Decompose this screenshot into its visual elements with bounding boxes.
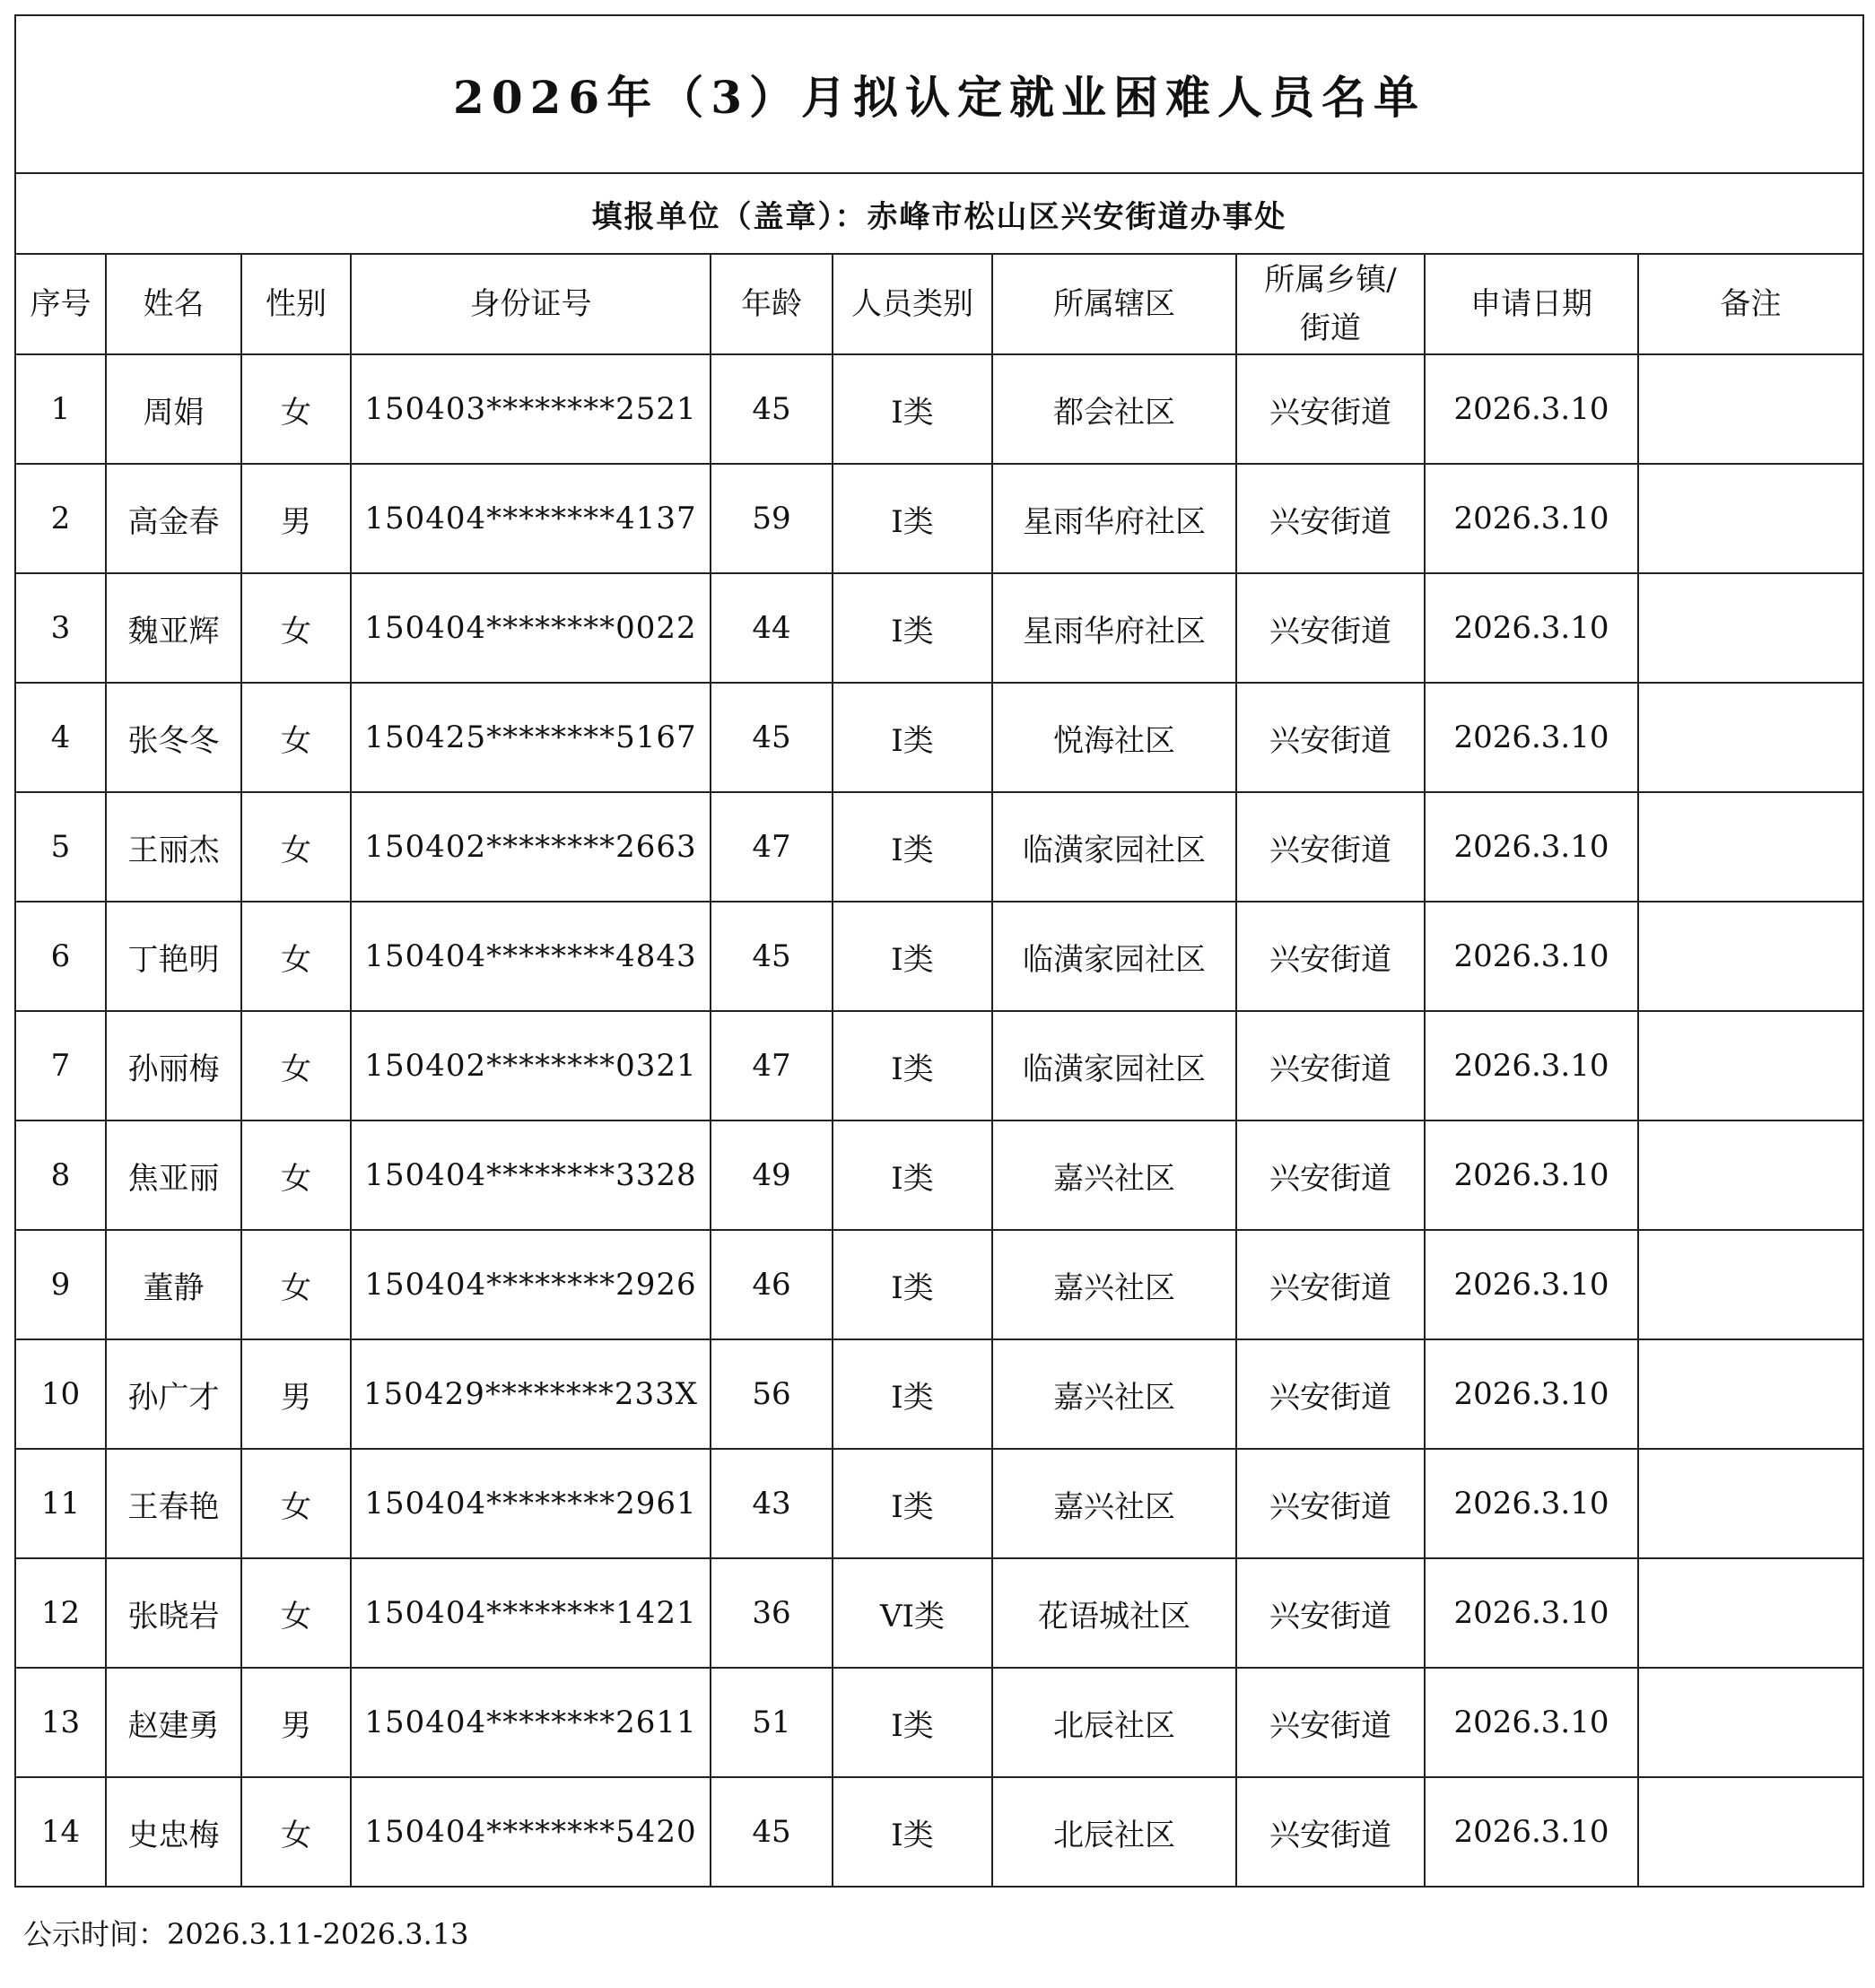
cell-seq: 11 [15,1449,106,1558]
cell-note [1638,1558,1863,1668]
cell-town: 兴安街道 [1236,1230,1425,1339]
cell-note [1638,354,1863,464]
header-town [1236,254,1425,354]
header-age: 年龄 [711,254,833,354]
cell-district: 临潢家园社区 [992,792,1236,902]
reporting-unit: 填报单位（盖章）：赤峰市松山区兴安街道办事处 [15,173,1863,254]
cell-date: 2026.3.10 [1425,1011,1638,1120]
cell-name: 高金春 [106,464,241,573]
cell-age: 45 [711,354,833,464]
cell-id: 150403********2521 [351,354,711,464]
cell-category: Ⅰ类 [833,573,992,683]
cell-name: 赵建勇 [106,1668,241,1777]
cell-id: 150425********5167 [351,683,711,792]
cell-district: 嘉兴社区 [992,1230,1236,1339]
document-title: 2026年（3）月拟认定就业困难人员名单 [15,15,1863,173]
cell-note [1638,1339,1863,1449]
cell-gender: 女 [241,1230,351,1339]
cell-id: 150404********3328 [351,1120,711,1230]
cell-town: 兴安街道 [1236,573,1425,683]
cell-gender: 女 [241,1777,351,1887]
cell-seq: 8 [15,1120,106,1230]
cell-seq: 13 [15,1668,106,1777]
cell-gender: 女 [241,1011,351,1120]
cell-category: I类 [833,902,992,1011]
cell-name: 王丽杰 [106,792,241,902]
table-row [15,792,1863,902]
cell-category: Ⅰ类 [833,1339,992,1449]
header-id: 身份证号 [351,254,711,354]
cell-note [1638,573,1863,683]
cell-id: 150404********0022 [351,573,711,683]
cell-age: 51 [711,1668,833,1777]
cell-name: 董静 [106,1230,241,1339]
header-date: 申请日期 [1425,254,1638,354]
publicity-period: 公示时间：2026.3.11-2026.3.13 [23,1917,469,1951]
cell-note [1638,1449,1863,1558]
cell-town: 兴安街道 [1236,683,1425,792]
cell-date: 2026.3.10 [1425,902,1638,1011]
header-district: 所属辖区 [992,254,1236,354]
table-row [15,464,1863,573]
cell-note [1638,792,1863,902]
cell-note [1638,683,1863,792]
cell-category: Ⅰ类 [833,354,992,464]
cell-note [1638,1230,1863,1339]
cell-district: 临潢家园社区 [992,1011,1236,1120]
cell-date: 2026.3.10 [1425,1558,1638,1668]
cell-seq: 9 [15,1230,106,1339]
cell-seq: 3 [15,573,106,683]
cell-age: 45 [711,683,833,792]
cell-id: 150402********2663 [351,792,711,902]
cell-district: 嘉兴社区 [992,1120,1236,1230]
table-row [15,683,1863,792]
header-note: 备注 [1638,254,1863,354]
cell-category: I类 [833,1011,992,1120]
cell-district: 星雨华府社区 [992,464,1236,573]
cell-gender: 女 [241,683,351,792]
cell-age: 46 [711,1230,833,1339]
cell-date: 2026.3.10 [1425,1668,1638,1777]
cell-gender: 男 [241,464,351,573]
table-row [15,1449,1863,1558]
cell-category: I类 [833,792,992,902]
table-row [15,573,1863,683]
cell-town: 兴安街道 [1236,792,1425,902]
cell-id: 150404********4843 [351,902,711,1011]
cell-name: 张晓岩 [106,1558,241,1668]
cell-name: 焦亚丽 [106,1120,241,1230]
cell-district: 花语城社区 [992,1558,1236,1668]
cell-age: 56 [711,1339,833,1449]
header-seq: 序号 [15,254,106,354]
cell-gender: 男 [241,1668,351,1777]
cell-date: 2026.3.10 [1425,1339,1638,1449]
cell-town: 兴安街道 [1236,464,1425,573]
cell-gender: 女 [241,1558,351,1668]
table-row [15,1120,1863,1230]
cell-gender: 女 [241,902,351,1011]
table-row [15,1777,1863,1887]
cell-name: 魏亚辉 [106,573,241,683]
cell-age: 36 [711,1558,833,1668]
table-row [15,1668,1863,1777]
cell-town: 兴安街道 [1236,902,1425,1011]
cell-age: 49 [711,1120,833,1230]
cell-town: 兴安街道 [1236,1120,1425,1230]
cell-date: 2026.3.10 [1425,1777,1638,1887]
table-row [15,354,1863,464]
cell-age: 44 [711,573,833,683]
cell-age: 45 [711,1777,833,1887]
cell-note [1638,1011,1863,1120]
cell-id: 150402********0321 [351,1011,711,1120]
cell-date: 2026.3.10 [1425,1120,1638,1230]
cell-age: 59 [711,464,833,573]
cell-gender: 女 [241,792,351,902]
cell-category: VI类 [833,1558,992,1668]
cell-gender: 女 [241,1449,351,1558]
cell-district: 都会社区 [992,354,1236,464]
cell-district: 嘉兴社区 [992,1449,1236,1558]
document-sheet [14,14,1862,1977]
cell-seq: 14 [15,1777,106,1887]
cell-seq: 5 [15,792,106,902]
cell-district: 悦海社区 [992,683,1236,792]
cell-note [1638,1668,1863,1777]
cell-id: 150404********1421 [351,1558,711,1668]
cell-town: 兴安街道 [1236,1339,1425,1449]
cell-name: 孙丽梅 [106,1011,241,1120]
cell-date: 2026.3.10 [1425,1230,1638,1339]
cell-district: 嘉兴社区 [992,1339,1236,1449]
cell-name: 史忠梅 [106,1777,241,1887]
cell-seq: 1 [15,354,106,464]
cell-category: Ⅰ类 [833,1230,992,1339]
cell-category: I类 [833,683,992,792]
cell-town: 兴安街道 [1236,1777,1425,1887]
candidate-table [14,14,1864,1888]
cell-town: 兴安街道 [1236,1558,1425,1668]
cell-district: 北辰社区 [992,1668,1236,1777]
cell-gender: 女 [241,573,351,683]
cell-date: 2026.3.10 [1425,354,1638,464]
table-row [15,1339,1863,1449]
cell-id: 150404********2926 [351,1230,711,1339]
header-name: 姓名 [106,254,241,354]
cell-date: 2026.3.10 [1425,464,1638,573]
table-row [15,902,1863,1011]
cell-seq: 2 [15,464,106,573]
table-row [15,1230,1863,1339]
cell-note [1638,1777,1863,1887]
cell-date: 2026.3.10 [1425,573,1638,683]
cell-date: 2026.3.10 [1425,792,1638,902]
cell-age: 43 [711,1449,833,1558]
cell-name: 丁艳明 [106,902,241,1011]
cell-gender: 女 [241,1120,351,1230]
footer-table [14,1888,1862,1977]
header-town-line2: 街道 [1300,310,1361,346]
cell-gender: 男 [241,1339,351,1449]
cell-age: 45 [711,902,833,1011]
cell-name: 王春艳 [106,1449,241,1558]
cell-id: 150429********233X [351,1339,711,1449]
table-row [15,1558,1863,1668]
cell-note [1638,902,1863,1011]
cell-seq: 6 [15,902,106,1011]
cell-seq: 12 [15,1558,106,1668]
cell-gender: 女 [241,354,351,464]
cell-town: 兴安街道 [1236,354,1425,464]
cell-name: 张冬冬 [106,683,241,792]
header-gender: 性别 [241,254,351,354]
cell-name: 孙广才 [106,1339,241,1449]
cell-seq: 4 [15,683,106,792]
cell-date: 2026.3.10 [1425,683,1638,792]
table-row [15,1011,1863,1120]
cell-note [1638,464,1863,573]
cell-age: 47 [711,1011,833,1120]
cell-id: 150404********5420 [351,1777,711,1887]
cell-note [1638,1120,1863,1230]
table-header-row [15,254,1863,354]
cell-id: 150404********2961 [351,1449,711,1558]
cell-age: 47 [711,792,833,902]
cell-category: Ⅰ类 [833,1120,992,1230]
cell-seq: 10 [15,1339,106,1449]
cell-district: 星雨华府社区 [992,573,1236,683]
cell-town: 兴安街道 [1236,1668,1425,1777]
cell-category: Ⅰ类 [833,1449,992,1558]
cell-date: 2026.3.10 [1425,1449,1638,1558]
cell-category: I类 [833,1777,992,1887]
cell-district: 北辰社区 [992,1777,1236,1887]
cell-seq: 7 [15,1011,106,1120]
cell-id: 150404********2611 [351,1668,711,1777]
cell-town: 兴安街道 [1236,1449,1425,1558]
cell-district: 临潢家园社区 [992,902,1236,1011]
header-category: 人员类别 [833,254,992,354]
cell-name: 周娟 [106,354,241,464]
cell-category: I类 [833,1668,992,1777]
header-town-line1: 所属乡镇/ [1264,262,1397,298]
cell-town: 兴安街道 [1236,1011,1425,1120]
cell-category: Ⅰ类 [833,464,992,573]
cell-id: 150404********4137 [351,464,711,573]
